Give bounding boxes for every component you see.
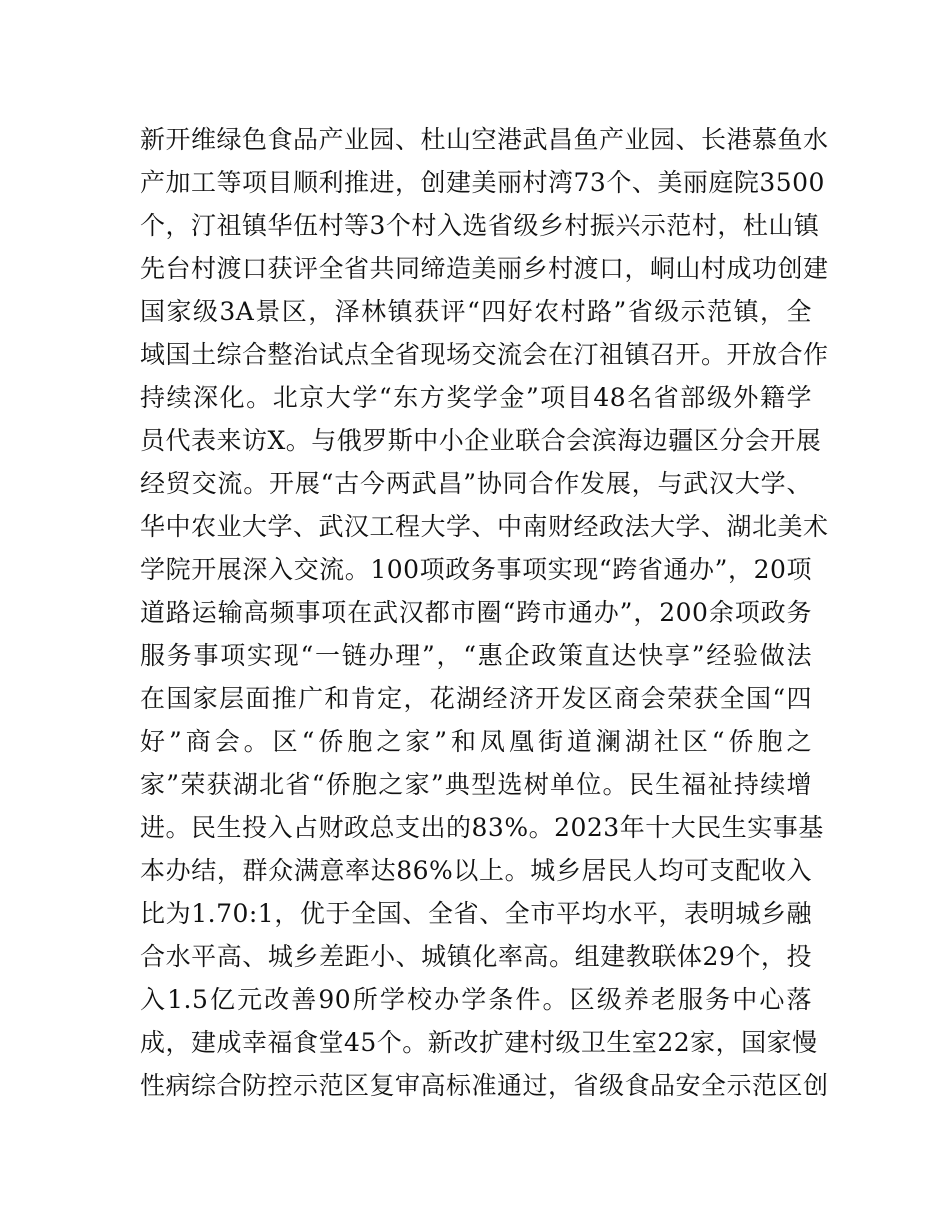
text-line: 经贸交流。开展“古今两武昌”协同合作发展，与武汉大学、 — [140, 469, 812, 498]
text-line: 家”荣获湖北省“侨胞之家”典型选树单位。民生福祉持续增 — [140, 770, 812, 799]
text-line: 在国家层面推广和肯定，花湖经济开发区商会荣获全国“四 — [140, 684, 812, 713]
text-line: 域国土综合整治试点全省现场交流会在汀祖镇召开。开放合作 — [140, 340, 829, 369]
text-line: 学院开展深入交流。100项政务事项实现“跨省通办”，20项 — [140, 555, 812, 584]
body-text — [140, 118, 829, 1107]
text-line: 国家级3A景区，泽林镇获评“四好农村路”省级示范镇，全 — [140, 297, 812, 326]
text-line: 本办结，群众满意率达86%以上。城乡居民人均可支配收入 — [140, 856, 812, 885]
text-line: 合水平高、城乡差距小、城镇化率高。组建教联体29个，投 — [140, 942, 812, 971]
text-line: 新开维绿色食品产业园、杜山空港武昌鱼产业园、长港慕鱼水 — [140, 125, 829, 154]
text-line: 服务事项实现“一链办理”，“惠企政策直达快享”经验做法 — [140, 641, 812, 670]
text-line: 产加工等项目顺利推进，创建美丽村湾73个、美丽庭院3500 — [140, 168, 825, 197]
text-line: 华中农业大学、武汉工程大学、中南财经政法大学、湖北美术 — [140, 512, 829, 541]
text-line: 性病综合防控示范区复审高标准通过，省级食品安全示范区创 — [140, 1071, 829, 1100]
text-line: 比为1.70:1，优于全国、全省、全市平均水平，表明城乡融 — [140, 899, 812, 928]
text-line: 进。民生投入占财政总支出的83%。2023年十大民生实事基 — [140, 813, 824, 842]
text-line: 道路运输高频事项在武汉都市圈“跨市通办”，200余项政务 — [140, 598, 812, 627]
text-line: 入1.5亿元改善90所学校办学条件。区级养老服务中心落 — [140, 985, 812, 1014]
text-line: 成，建成幸福食堂45个。新改扩建村级卫生室22家，国家慢 — [140, 1028, 818, 1057]
text-line: 员代表来访X。与俄罗斯中小企业联合会滨海边疆区分会开展 — [140, 426, 822, 455]
text-line: 持续深化。北京大学“东方奖学金”项目48名省部级外籍学 — [140, 383, 812, 412]
text-line: 好”商会。区“侨胞之家”和凤凰街道澜湖社区“侨胞之 — [140, 727, 812, 756]
text-line: 先台村渡口获评全省共同缔造美丽乡村渡口，峒山村成功创建 — [140, 254, 829, 283]
text-line: 个，汀祖镇华伍村等3个村入选省级乡村振兴示范村，杜山镇 — [140, 211, 820, 240]
